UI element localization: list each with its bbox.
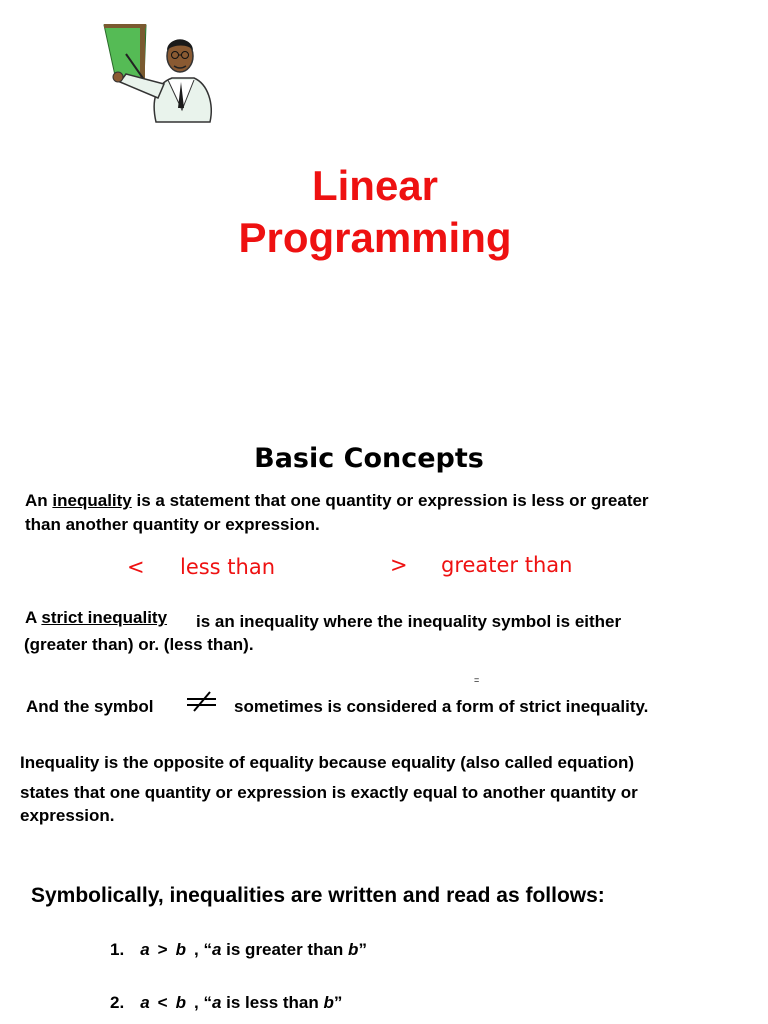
inequality-term: inequality — [52, 491, 132, 510]
page-title — [0, 160, 750, 264]
list-var-a: a — [140, 993, 150, 1012]
list-item — [110, 991, 342, 1014]
list-var-b: b — [175, 940, 186, 959]
inequality-def-rest1: is a statement that one quantity or expression is less or greater — [136, 491, 649, 510]
list-open-quote: “ — [203, 993, 212, 1012]
greater-than-symbol: > — [390, 553, 408, 577]
list-reading-var1: a — [211, 993, 222, 1012]
strict-def-rest1: is an inequality where the inequality symbol is either — [196, 612, 622, 631]
greater-than-label: greater than — [440, 553, 573, 577]
title-line-2: Programming — [238, 214, 512, 261]
less-than-item — [127, 554, 275, 580]
list-operator: < — [157, 993, 168, 1012]
list-operator: > — [157, 940, 168, 959]
strict-def-pre-term — [25, 606, 167, 629]
greater-than-item — [390, 552, 572, 578]
list-var-a: a — [140, 940, 150, 959]
inequality-def-pre: An — [25, 491, 48, 510]
neq-line-post: sometimes is considered a form of strict inequality. — [234, 697, 649, 716]
list-reading-var2: b — [348, 940, 359, 959]
opposite-line-2: states that one quantity or expression is exactly equal to another quantity or — [20, 783, 638, 802]
section-heading: Basic Concepts — [254, 443, 484, 474]
list-reading-var1: a — [211, 940, 222, 959]
not-equal-icon — [186, 690, 218, 712]
list-item — [110, 938, 367, 961]
teacher-clipart-icon — [96, 22, 216, 126]
small-equals-mark: = — [474, 675, 480, 685]
strict-def-rest2: (greater than) or. (less than). — [24, 635, 254, 654]
opposite-line-1: Inequality is the opposite of equality because equality (also called equation) — [20, 753, 635, 772]
list-open-quote: “ — [203, 940, 212, 959]
less-than-label: less than — [179, 555, 276, 579]
inequality-def-line2: than another quantity or expression. — [25, 515, 320, 534]
list-reading-var2: b — [323, 993, 334, 1012]
neq-line-pre: And the symbol — [26, 697, 154, 716]
list-reading-phrase: is less than — [226, 993, 319, 1012]
less-than-symbol: < — [127, 555, 145, 579]
list-comma: , — [193, 940, 199, 959]
list-close-quote: ” — [358, 940, 367, 959]
strict-inequality-term: strict inequality — [41, 608, 168, 627]
list-close-quote: ” — [333, 993, 343, 1012]
list-var-b: b — [175, 993, 186, 1012]
opposite-line-3: expression. — [20, 806, 115, 825]
inequality-definition — [25, 489, 649, 512]
list-reading-phrase: is greater than — [226, 940, 344, 959]
title-line-1: Linear — [311, 162, 439, 209]
symbolic-heading: Symbolically, inequalities are written and read as follows: — [31, 884, 605, 907]
list-comma: , — [193, 993, 199, 1012]
strict-def-pre: A — [25, 608, 37, 627]
list-number: 2. — [110, 993, 125, 1012]
list-number: 1. — [110, 940, 125, 959]
